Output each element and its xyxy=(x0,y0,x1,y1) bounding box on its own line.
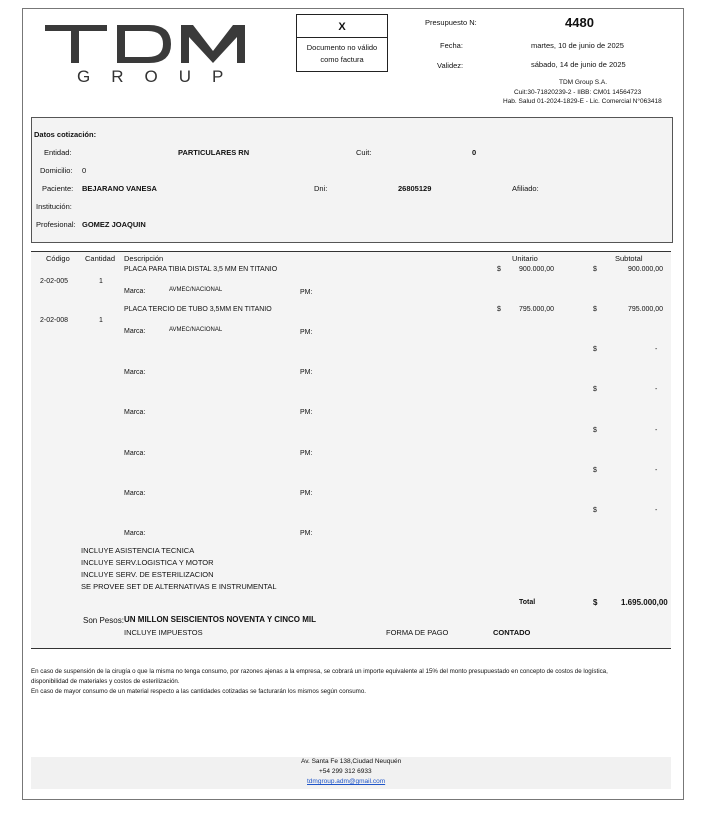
col-header-unit: Unitario xyxy=(512,254,538,263)
pm-label: PM: xyxy=(300,369,313,376)
col-header-code: Código xyxy=(46,254,70,263)
entity-label: Entidad: xyxy=(44,148,72,157)
brand-label: Marca: xyxy=(124,369,146,376)
quote-data-section xyxy=(31,117,673,243)
brand-label: Marca: xyxy=(124,328,146,335)
entity-value: PARTICULARES RN xyxy=(178,148,250,157)
currency-sign: $ xyxy=(497,266,501,273)
payment-method-value: CONTADO xyxy=(493,628,531,637)
currency-sign: $ xyxy=(593,266,597,273)
item-brand: AVMEC/NACIONAL xyxy=(169,287,223,293)
brand-label: Marca: xyxy=(124,409,146,416)
empty-subtotal: - xyxy=(655,346,658,353)
pm-label: PM: xyxy=(300,329,313,336)
brand-label: Marca: xyxy=(124,288,146,295)
currency-sign: $ xyxy=(593,306,597,313)
quote-data-title: Datos cotización: xyxy=(34,130,97,139)
logo-group-text: GROUP xyxy=(77,67,245,86)
affiliate-label: Afiliado: xyxy=(512,184,539,193)
item-qty: 1 xyxy=(99,278,103,285)
address-label: Domicilio: xyxy=(40,166,73,175)
payment-method-label: FORMA DE PAGO xyxy=(386,628,449,637)
terms-line: En caso de mayor consumo de un material respecto a las cantidades cotizadas se facturarán los mismos según consumo. xyxy=(31,688,366,695)
footer xyxy=(31,757,671,789)
address-value: 0 xyxy=(82,166,87,175)
item-unit-price: 900.000,00 xyxy=(519,266,555,273)
date-value: martes, 10 de junio de 2025 xyxy=(531,41,624,50)
total-value: 1.695.000,00 xyxy=(621,598,668,607)
item-brand: AVMEC/NACIONAL xyxy=(169,327,223,333)
terms-line: disponibilidad de materiales y costos de esterilización. xyxy=(31,678,180,685)
cuit-value: 0 xyxy=(472,148,477,157)
currency-sign: $ xyxy=(593,507,597,514)
box-note: Documento no válido como factura xyxy=(306,43,378,64)
company-habilitation: Hab. Salud 01-2024-1829-E - Lic. Comercial N°063418 xyxy=(503,98,662,105)
brand-label: Marca: xyxy=(124,490,146,497)
note-line: SE PROVEE SET DE ALTERNATIVAS E INSTRUMENTAL xyxy=(81,582,277,591)
institution-label: Institución: xyxy=(36,202,72,211)
footer-address: Av. Santa Fe 138,Ciudad Neuquén xyxy=(301,758,402,765)
professional-label: Profesional: xyxy=(36,220,76,229)
item-code: 2-02-008 xyxy=(40,317,69,324)
brand-label: Marca: xyxy=(124,450,146,457)
item-code: 2-02-005 xyxy=(40,278,69,285)
company-cuit: Cuit:30-71820239-2 - IIBB: CM01 14564723 xyxy=(514,89,642,96)
total-label: Total xyxy=(519,599,536,606)
item-subtotal: 795.000,00 xyxy=(628,306,664,313)
currency-sign: $ xyxy=(593,346,597,353)
taxes-included: INCLUYE IMPUESTOS xyxy=(124,628,203,637)
note-line: INCLUYE ASISTENCIA TECNICA xyxy=(81,546,195,555)
terms-paragraph xyxy=(31,667,608,697)
amount-words-value: UN MILLON SEISCIENTOS NOVENTA Y CINCO MIL xyxy=(124,615,317,624)
company-name: TDM Group S.A. xyxy=(559,79,608,86)
date-label: Fecha: xyxy=(440,41,463,50)
col-header-description: Descripción xyxy=(124,254,164,263)
professional-value: GOMEZ JOAQUIN xyxy=(82,220,146,229)
amount-words-label: Son Pesos: xyxy=(83,616,124,625)
pm-label: PM: xyxy=(300,450,313,457)
items-table xyxy=(31,251,671,649)
box-mark: X xyxy=(297,18,387,38)
item-description: PLACA TERCIO DE TUBO 3,5MM EN TITANIO xyxy=(124,306,272,313)
footer-email-link[interactable]: tdmgroup.adm@gmail.com xyxy=(307,778,386,785)
not-valid-invoice-box xyxy=(296,14,388,72)
currency-sign: $ xyxy=(593,467,597,474)
cuit-label: Cuit: xyxy=(356,148,372,157)
patient-label: Paciente: xyxy=(42,184,74,193)
note-line: INCLUYE SERV. DE ESTERILIZACION xyxy=(81,570,214,579)
empty-subtotal: - xyxy=(655,467,658,474)
terms-line: En caso de suspensión de la cirugía o que la misma no tenga consumo, por razones ajenas a la empresa, se cobrará un importe equivalente al 15% del monto presupuestado en concepto de costos de logística, xyxy=(31,668,608,675)
item-unit-price: 795.000,00 xyxy=(519,306,555,313)
pm-label: PM: xyxy=(300,490,313,497)
pm-label: PM: xyxy=(300,409,313,416)
empty-subtotal: - xyxy=(655,386,658,393)
footer-phone: +54 299 312 6933 xyxy=(319,768,372,775)
tdm-logo xyxy=(45,25,255,63)
col-header-qty: Cantidad xyxy=(85,254,116,263)
patient-value: BEJARANO VANESA xyxy=(82,184,157,193)
budget-document xyxy=(22,8,684,800)
currency-sign: $ xyxy=(593,598,598,607)
validity-value: sábado, 14 de junio de 2025 xyxy=(531,60,626,69)
empty-subtotal: - xyxy=(655,427,658,434)
item-subtotal: 900.000,00 xyxy=(628,266,664,273)
currency-sign: $ xyxy=(593,427,597,434)
brand-label: Marca: xyxy=(124,530,146,537)
budget-number: 4480 xyxy=(565,15,594,30)
pm-label: PM: xyxy=(300,530,313,537)
pm-label: PM: xyxy=(300,289,313,296)
currency-sign: $ xyxy=(497,306,501,313)
dni-value: 26805129 xyxy=(398,184,432,193)
budget-label: Presupuesto N: xyxy=(425,18,477,27)
note-line: INCLUYE SERV.LOGISTICA Y MOTOR xyxy=(81,558,214,567)
validity-label: Validez: xyxy=(437,61,464,70)
currency-sign: $ xyxy=(593,386,597,393)
item-description: PLACA PARA TIBIA DISTAL 3,5 MM EN TITANIO xyxy=(124,266,278,273)
col-header-subtotal: Subtotal xyxy=(615,254,643,263)
empty-subtotal: - xyxy=(655,507,658,514)
item-qty: 1 xyxy=(99,317,103,324)
dni-label: Dni: xyxy=(314,184,328,193)
